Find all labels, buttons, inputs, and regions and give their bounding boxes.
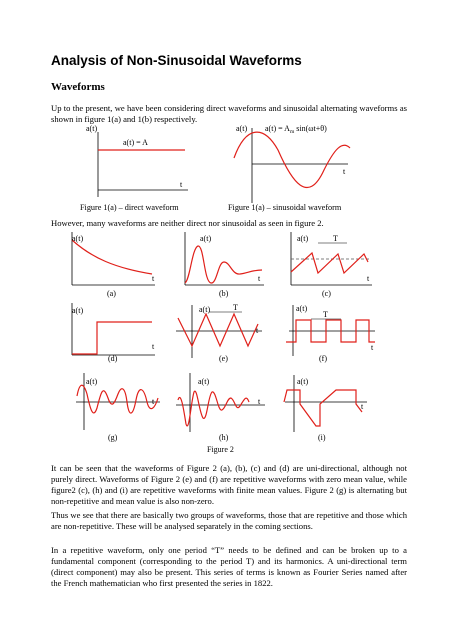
t-axis-label: t <box>258 397 261 406</box>
exponential-waveform <box>72 240 152 274</box>
label-i: (i) <box>318 433 326 442</box>
figure-2c-plot <box>291 232 372 298</box>
figure-2i-plot <box>284 375 367 442</box>
y-axis-label: a(t) <box>72 234 84 243</box>
label-b: (b) <box>219 289 229 298</box>
irregular-waveform <box>178 391 249 426</box>
label-a: (a) <box>107 289 116 298</box>
t-axis-label: t <box>152 342 155 351</box>
sawtooth-waveform <box>291 253 368 273</box>
y-axis-label: a(t) <box>297 234 309 243</box>
period-label: T <box>323 310 328 319</box>
label-e: (e) <box>219 354 228 363</box>
figure-2e-plot <box>176 303 262 363</box>
label-g: (g) <box>108 433 118 442</box>
figure-2g-plot <box>76 373 160 442</box>
t-axis-label: t <box>343 167 346 176</box>
damped-waveform <box>185 246 262 283</box>
figure-2b-plot <box>185 232 264 298</box>
intro-paragraph: Up to the present, we have been considering direct waveforms and sinusoidal alternating waveforms as shown in figure 1(a) and 1(b) respectively. <box>51 103 407 124</box>
t-axis-label: t <box>361 402 364 411</box>
y-axis-label: a(t) <box>200 234 212 243</box>
paragraph-uni-directional: It can be seen that the waveforms of Figure 2 (a), (b), (c) and (d) are uni-directional, although not purely direct. Waveforms of Figure 2 (e) and (f) are repetitive waveforms with zero mean value, while figure2 (c), (h) and (i) are repetitive waveforms with finite mean values. Figure 2 (g) is alternating but non-repetitive and mean value is also non-zero. <box>51 463 407 506</box>
y-axis-label: a(t) <box>72 306 84 315</box>
t-axis-label: t <box>152 397 155 406</box>
label-d: (d) <box>108 354 118 363</box>
t-axis-label: t <box>258 274 261 283</box>
label-c: (c) <box>322 289 331 298</box>
period-label: T <box>233 303 238 312</box>
page-title: Analysis of Non-Sinusoidal Waveforms <box>51 53 302 68</box>
t-axis-label: t <box>367 274 370 283</box>
t-axis-label: t <box>256 326 259 335</box>
period-label: T <box>333 234 338 243</box>
figure-2a-plot <box>72 232 155 298</box>
paragraph-two-groups: Thus we see that there are basically two groups of waveforms, those that are repetitive and those which are non-repetitive. These will be analysed separately in the coming sections. <box>51 510 407 531</box>
paragraph-fourier: In a repetitive waveform, only one period “T” needs to be defined and can be broken up to a fundamental component (corresponding to the period T) and its harmonics. A uni-directional term (direct component) may also be present. This series of terms is known as Fourier Series named after the French mathematician who first presented the series in 1822. <box>51 545 407 588</box>
label-h: (h) <box>219 433 229 442</box>
figure-2d-plot <box>72 303 155 363</box>
t-axis-label: t <box>371 343 374 352</box>
step-waveform <box>72 322 152 354</box>
random-waveform <box>77 385 158 413</box>
figure-2f-plot <box>286 304 375 363</box>
figure-2h-plot <box>176 373 265 454</box>
y-axis-label: a(t) <box>198 377 210 386</box>
t-axis-label: t <box>180 180 183 189</box>
figure-2-caption: Figure 2 <box>207 445 234 454</box>
label-f: (f) <box>319 354 327 363</box>
triangle-waveform <box>178 314 258 346</box>
however-paragraph: However, many waveforms are neither direct nor sinusoidal as seen in figure 2. <box>51 218 324 228</box>
y-axis-label: a(t) <box>199 305 211 314</box>
equation-label: $a(t) = A_m$ sin(ωt+θ) <box>265 124 327 135</box>
figure-1b-caption: Figure 1(a) – sinusoidal waveform <box>228 203 342 212</box>
y-axis-label: a(t) <box>86 377 98 386</box>
y-axis-label: a(t) <box>296 304 308 313</box>
section-heading: Waveforms <box>51 81 105 93</box>
figure-1a-caption: Figure 1(a) – direct waveform <box>80 203 179 212</box>
chopped-waveform <box>284 390 362 426</box>
y-axis-label: a(t) <box>236 124 248 133</box>
y-axis-label: a(t) <box>297 377 309 386</box>
t-axis-label: t <box>152 274 155 283</box>
equation-label: a(t) = A <box>123 138 148 147</box>
y-axis-label: a(t) <box>86 124 98 133</box>
